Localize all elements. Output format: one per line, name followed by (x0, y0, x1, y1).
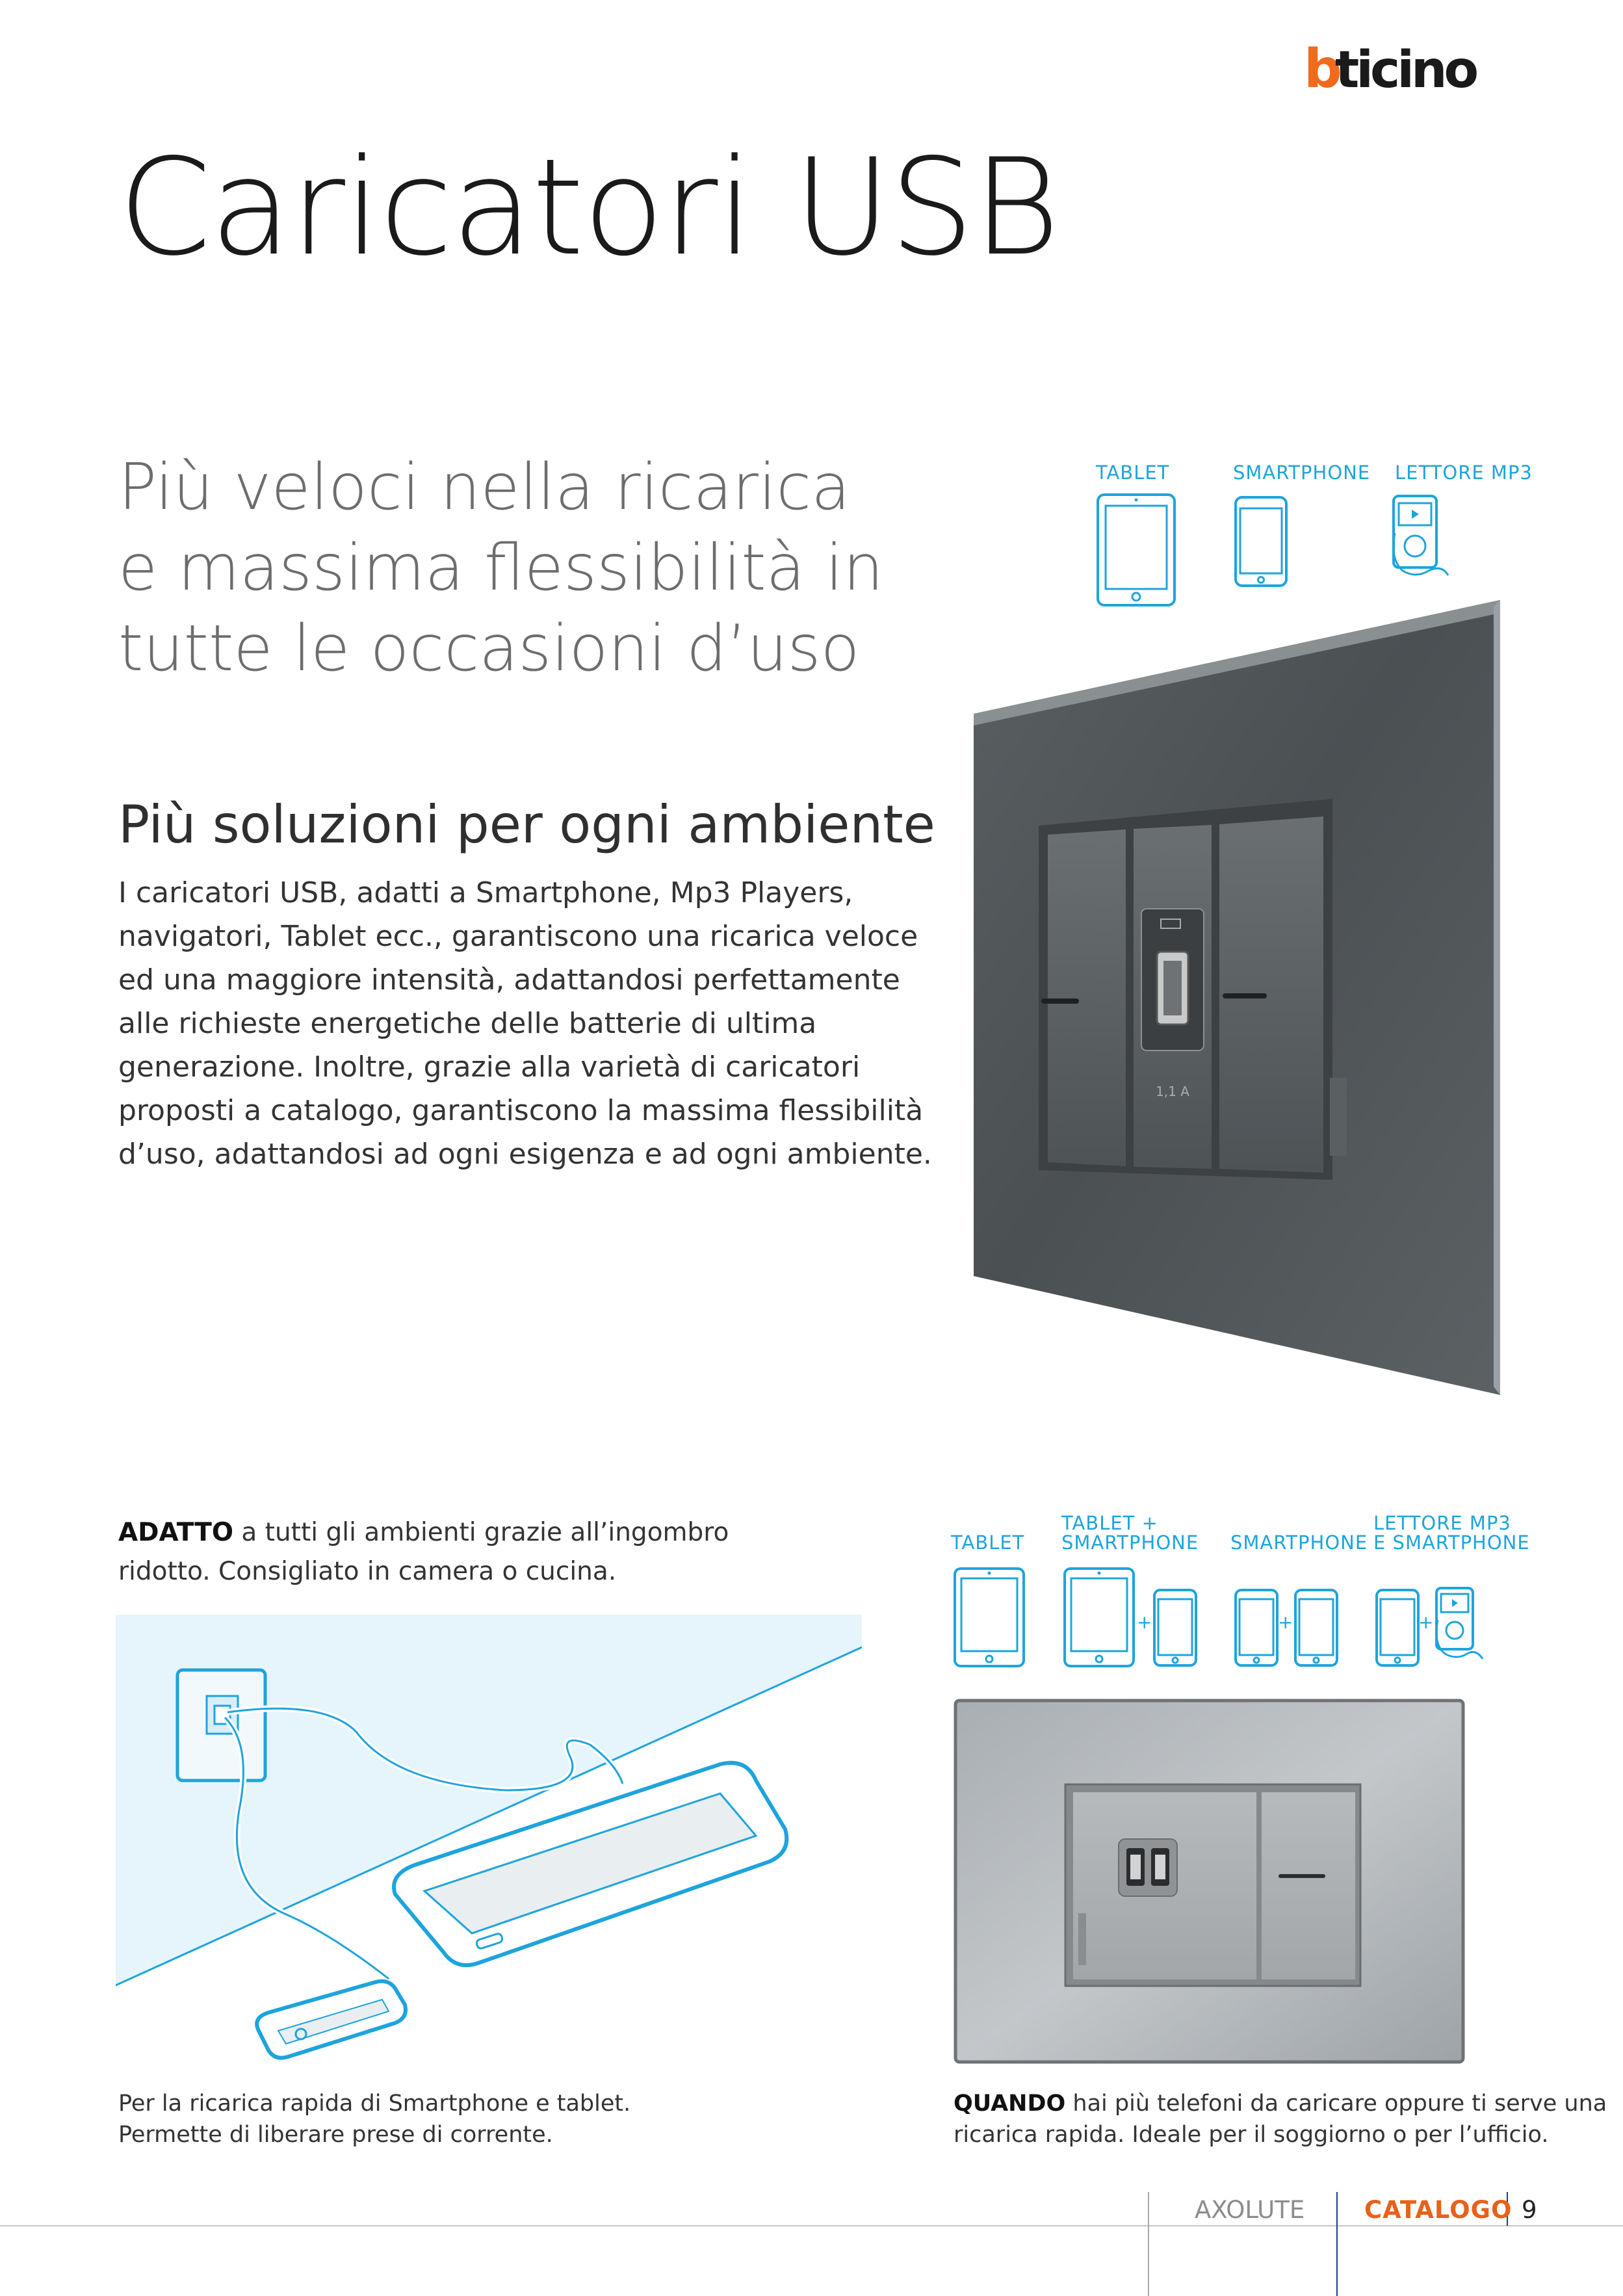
footer-series: AXOLUTE (1195, 2196, 1305, 2224)
adatto-line2: ridotto. Consigliato in camera o cucina. (118, 1557, 617, 1586)
subtitle-line: e massima flessibilità in (118, 531, 884, 605)
plus-icon: + (1278, 1611, 1294, 1633)
icon-label-mp3: LETTORE MP3 (1395, 462, 1533, 484)
tablet-icon (953, 1567, 1026, 1668)
body-line: generazione. Inoltre, grazie alla varietà di caricatori (118, 1050, 861, 1084)
smartphone-icon (1293, 1588, 1339, 1667)
icon-label-mp3-smartphone-2: E SMARTPHONE (1373, 1532, 1530, 1554)
quando-line2: ricarica rapida. Ideale per il soggiorno o per l’ufficio. (954, 2122, 1549, 2148)
mp3-player-icon (1433, 1586, 1485, 1667)
page-number: 9 (1522, 2196, 1537, 2224)
smartphone-icon (1375, 1588, 1420, 1667)
body-line: alle richieste energetiche delle batterie di ultima (118, 1007, 817, 1040)
footer-separator (1148, 2192, 1149, 2296)
caption-line: Permette di liberare prese di corrente. (118, 2122, 553, 2148)
body-line: I caricatori USB, adatti a Smartphone, Mp3 Players, (118, 876, 853, 909)
icon-label-smartphone: SMARTPHONE (1233, 462, 1371, 484)
smartphone-icon (1152, 1588, 1198, 1667)
quando-text (954, 2088, 1607, 2150)
smartphone-icon (1234, 495, 1288, 588)
charger-rating: 1,1 A (1156, 1084, 1189, 1099)
plus-icon: + (1137, 1611, 1153, 1633)
icon-label-smartphone-2: SMARTPHONE (1230, 1532, 1368, 1554)
tablet-icon (1063, 1567, 1136, 1668)
svg-text:ticino: ticino (1335, 42, 1476, 95)
bticino-logo (1301, 42, 1511, 95)
tablet-icon (1096, 493, 1176, 607)
adatto-bold: ADATTO (118, 1518, 233, 1547)
page-title: Caricatori USB (118, 131, 1059, 285)
icon-label-tablet-plus-2: SMARTPHONE (1061, 1532, 1199, 1554)
adatto-line1: a tutti gli ambienti grazie all’ingombro (233, 1518, 729, 1547)
subtitle-line: tutte le occasioni d’uso (118, 612, 860, 686)
charging-illustration (116, 1615, 862, 2091)
section-heading: Più soluzioni per ogni ambiente (118, 794, 935, 855)
quando-bold: QUANDO (954, 2091, 1066, 2117)
icon-label-tablet: TABLET (1096, 462, 1170, 484)
footer-separator (1336, 2192, 1338, 2296)
double-usb-charger-image (954, 1699, 1465, 2064)
footer-divider (0, 2225, 1623, 2226)
plus-icon: + (1418, 1611, 1435, 1633)
svg-text:b: b (1304, 42, 1338, 95)
caption-left (118, 2088, 630, 2150)
subtitle-line: Più veloci nella ricarica (118, 450, 851, 525)
smartphone-icon (1234, 1588, 1279, 1667)
icon-label-mp3-smartphone: LETTORE MP3 (1373, 1512, 1511, 1534)
icon-label-tablet-2: TABLET (951, 1532, 1025, 1554)
adatto-text (118, 1513, 885, 1591)
usb-charger-axolute-image (966, 597, 1512, 1455)
caption-line: Per la ricarica rapida di Smartphone e tablet. (118, 2091, 631, 2117)
body-line: navigatori, Tablet ecc., garantiscono una ricarica veloce (118, 920, 918, 953)
footer-section: CATALOGO (1364, 2196, 1513, 2224)
quando-line1: hai più telefoni da caricare oppure ti serve una (1065, 2091, 1607, 2117)
subtitle (118, 447, 931, 689)
body-line: proposti a catalogo, garantiscono la massima flessibilità (118, 1094, 924, 1127)
body-line: ed una maggiore intensità, adattandosi perfettamente (118, 963, 900, 997)
mp3-player-icon (1390, 494, 1453, 580)
body-text (118, 871, 937, 1176)
icon-label-tablet-plus: TABLET + (1061, 1512, 1158, 1534)
body-line: d’uso, adattandosi ad ogni esigenza e ad ogni ambiente. (118, 1138, 932, 1171)
